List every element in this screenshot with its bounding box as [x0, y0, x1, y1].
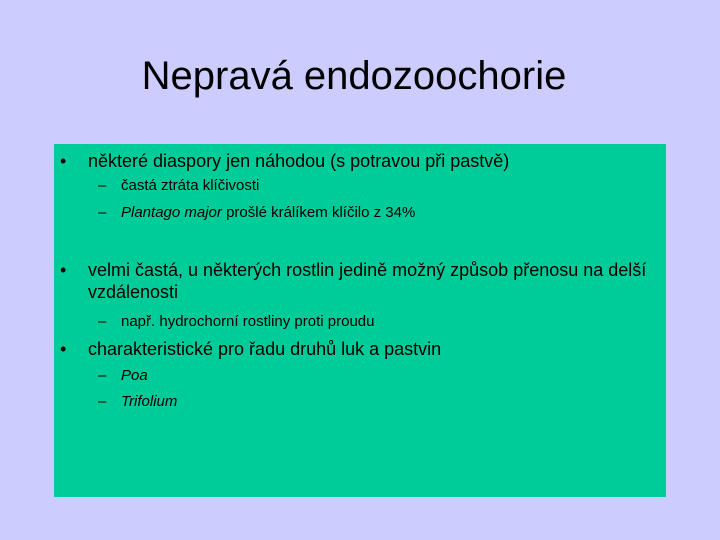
sub-item-1: častá ztráta klíčivosti [121, 177, 260, 194]
bullet-item-2: velmi častá, u některých rostlin jedině možný způsob přenosu na delší vzdálenosti [88, 260, 647, 302]
dash-marker: – [98, 177, 107, 194]
bullet-marker: • [60, 151, 67, 171]
dash-marker: – [98, 367, 107, 384]
bullet-item-3: charakteristické pro řadu druhů luk a pastvin [88, 339, 442, 359]
dash-marker: – [98, 204, 107, 221]
bullet-marker: • [60, 260, 67, 280]
bullet-marker: • [60, 339, 67, 359]
sub-item-5: Trifolium [121, 393, 178, 410]
sub-item-2-species: Plantago major [121, 204, 222, 221]
sub-item-2-text: prošlé králíkem klíčilo z 34% [221, 204, 416, 221]
dash-marker: – [98, 313, 107, 330]
sub-item-4: Poa [121, 367, 148, 384]
bullet-item-1: některé diaspory jen náhodou (s potravou při pastvě) [88, 151, 510, 171]
sub-item-3: např. hydrochorní rostliny proti proudu [121, 313, 375, 330]
dash-marker: – [98, 393, 107, 410]
slide-title: Nepravá endozoochorie [141, 54, 567, 98]
sub-item-2 [121, 203, 641, 223]
